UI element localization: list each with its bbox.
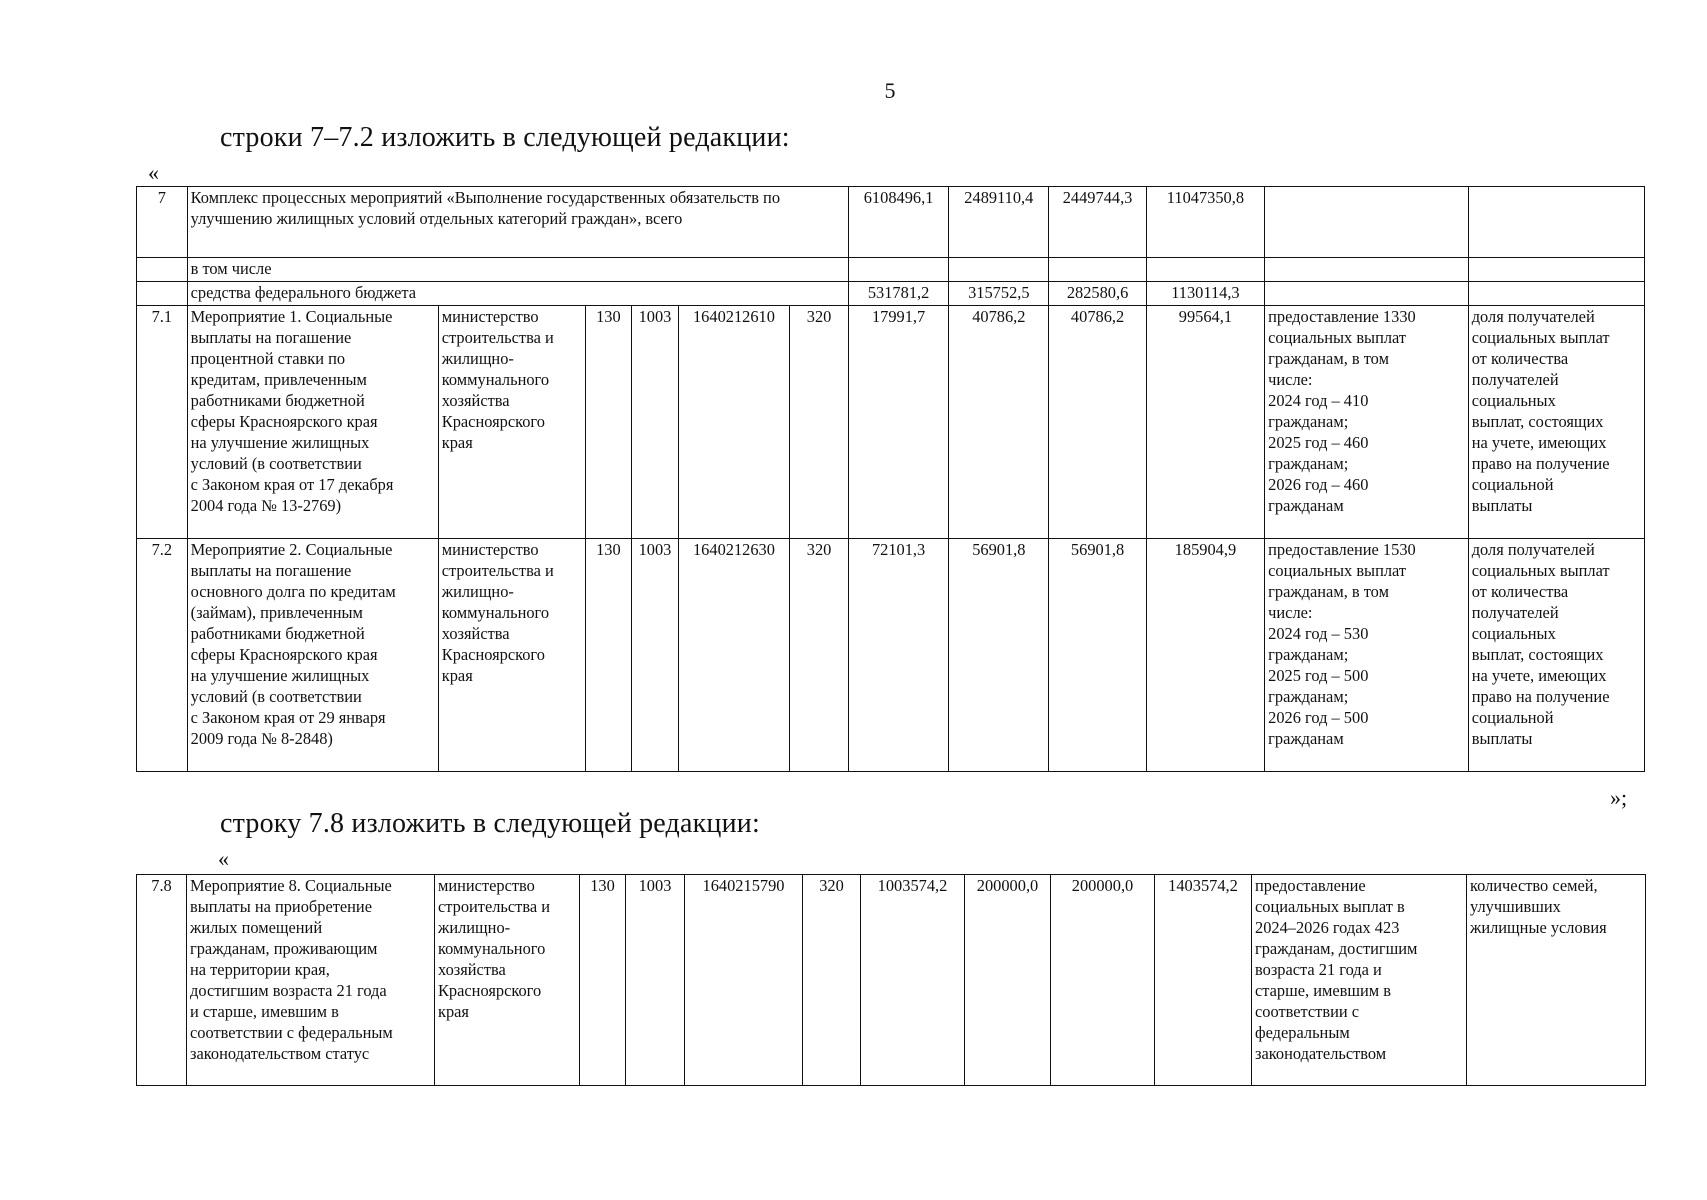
amount-total: 1403574,2	[1155, 875, 1252, 1086]
result-cell	[1265, 282, 1469, 306]
row-number	[137, 282, 188, 306]
measure-title: Мероприятие 8. Социальные выплаты на приобретение жилых помещений гражданам, проживающим на территории края, достигшим возраста 21 года и старше, имевшим в соответствии с федеральным законодательством статус	[187, 875, 435, 1086]
table-row-7	[137, 187, 1645, 258]
table-row-incl	[137, 258, 1645, 282]
table-row-7-2	[137, 539, 1645, 772]
amount-total: 185904,9	[1146, 539, 1264, 772]
row-number: 7	[137, 187, 188, 258]
expected-result: предоставление 1530 социальных выплат гражданам, в том числе: 2024 год – 530 гражданам; 2025 год – 500 гражданам; 2026 год – 500 гражданам	[1265, 539, 1469, 772]
amount-2025: 200000,0	[965, 875, 1051, 1086]
amount-2024: 17991,7	[848, 306, 948, 539]
amount-total: 11047350,8	[1146, 187, 1264, 258]
table-row-7-1	[137, 306, 1645, 539]
amount-total: 1130114,3	[1146, 282, 1264, 306]
amount-2025: 2489110,4	[949, 187, 1049, 258]
rzpr-code: 1003	[632, 539, 679, 772]
open-quote-2: «	[218, 846, 229, 871]
amendment-table-row-7-8	[136, 874, 1646, 1086]
amount-2026	[1049, 258, 1146, 282]
amount-total: 99564,1	[1146, 306, 1264, 539]
indicator: доля получателей социальных выплат от количества получателей социальных выплат, состоящих на учете, имеющих право на получение социальной выплаты	[1468, 306, 1644, 539]
subrow-label: средства федерального бюджета	[187, 282, 848, 306]
open-quote: «	[148, 160, 159, 185]
vr-code: 320	[803, 875, 861, 1086]
amount-2024	[848, 258, 948, 282]
amount-2024: 6108496,1	[848, 187, 948, 258]
result-cell	[1265, 187, 1469, 258]
program-title: Комплекс процессных мероприятий «Выполнение государственных обязательств по улучшению жилищных условий отдельных категорий граждан», всего	[187, 187, 848, 258]
indicator: доля получателей социальных выплат от количества получателей социальных выплат, состоящих на учете, имеющих право на получение социальной выплаты	[1468, 539, 1644, 772]
section-heading-row-7-8: строку 7.8 изложить в следующей редакции:	[220, 808, 760, 839]
amount-total	[1146, 258, 1264, 282]
csr-code: 1640212630	[678, 539, 789, 772]
rzpr-code: 1003	[626, 875, 685, 1086]
amount-2026: 282580,6	[1049, 282, 1146, 306]
vr-code: 320	[790, 539, 849, 772]
indicator: количество семей, улучшивших жилищные условия	[1467, 875, 1646, 1086]
grbs-code: 130	[585, 539, 632, 772]
executor: министерство строительства и жилищно- коммунального хозяйства Красноярского края	[438, 306, 585, 539]
close-quote: »;	[1610, 785, 1628, 810]
page-number: 5	[884, 78, 896, 103]
executor: министерство строительства и жилищно- коммунального хозяйства Красноярского края	[438, 539, 585, 772]
table-row-federal	[137, 282, 1645, 306]
amount-2026: 40786,2	[1049, 306, 1146, 539]
amount-2024: 531781,2	[848, 282, 948, 306]
amount-2024: 1003574,2	[861, 875, 965, 1086]
row-number: 7.2	[137, 539, 188, 772]
csr-code: 1640215790	[685, 875, 803, 1086]
executor: министерство строительства и жилищно- коммунального хозяйства Красноярского края	[435, 875, 580, 1086]
grbs-code: 130	[585, 306, 632, 539]
amount-2025	[949, 258, 1049, 282]
indicator-cell	[1468, 282, 1644, 306]
amount-2026: 2449744,3	[1049, 187, 1146, 258]
measure-title: Мероприятие 2. Социальные выплаты на погашение основного долга по кредитам (займам), привлеченным работниками бюджетной сферы Красноярского края на улучшение жилищных условий (в соответствии с Законом края от 29 января 2009 года № 8-2848)	[187, 539, 438, 772]
table-row-7-8	[137, 875, 1646, 1086]
expected-result: предоставление социальных выплат в 2024–2026 годах 423 гражданам, достигшим возраста 21 года и старше, имевшим в соответствии с федеральным законодательством	[1252, 875, 1467, 1086]
amendment-table-rows-7-7-2	[136, 186, 1645, 772]
amount-2026: 56901,8	[1049, 539, 1146, 772]
amount-2026: 200000,0	[1051, 875, 1155, 1086]
row-number: 7.1	[137, 306, 188, 539]
row-number: 7.8	[137, 875, 187, 1086]
csr-code: 1640212610	[678, 306, 789, 539]
indicator-cell	[1468, 187, 1644, 258]
vr-code: 320	[790, 306, 849, 539]
amount-2025: 315752,5	[949, 282, 1049, 306]
result-cell	[1265, 258, 1469, 282]
row-number	[137, 258, 188, 282]
rzpr-code: 1003	[632, 306, 679, 539]
measure-title: Мероприятие 1. Социальные выплаты на погашение процентной ставки по кредитам, привлеченным работниками бюджетной сферы Красноярского края на улучшение жилищных условий (в соответствии с Законом края от 17 декабря 2004 года № 13-2769)	[187, 306, 438, 539]
indicator-cell	[1468, 258, 1644, 282]
amount-2025: 40786,2	[949, 306, 1049, 539]
subrow-label: в том числе	[187, 258, 848, 282]
grbs-code: 130	[580, 875, 626, 1086]
section-heading-rows-7-7-2: строки 7–7.2 изложить в следующей редакции:	[220, 122, 790, 153]
amount-2025: 56901,8	[949, 539, 1049, 772]
expected-result: предоставление 1330 социальных выплат гражданам, в том числе: 2024 год – 410 гражданам; 2025 год – 460 гражданам; 2026 год – 460 гражданам	[1265, 306, 1469, 539]
amount-2024: 72101,3	[848, 539, 948, 772]
